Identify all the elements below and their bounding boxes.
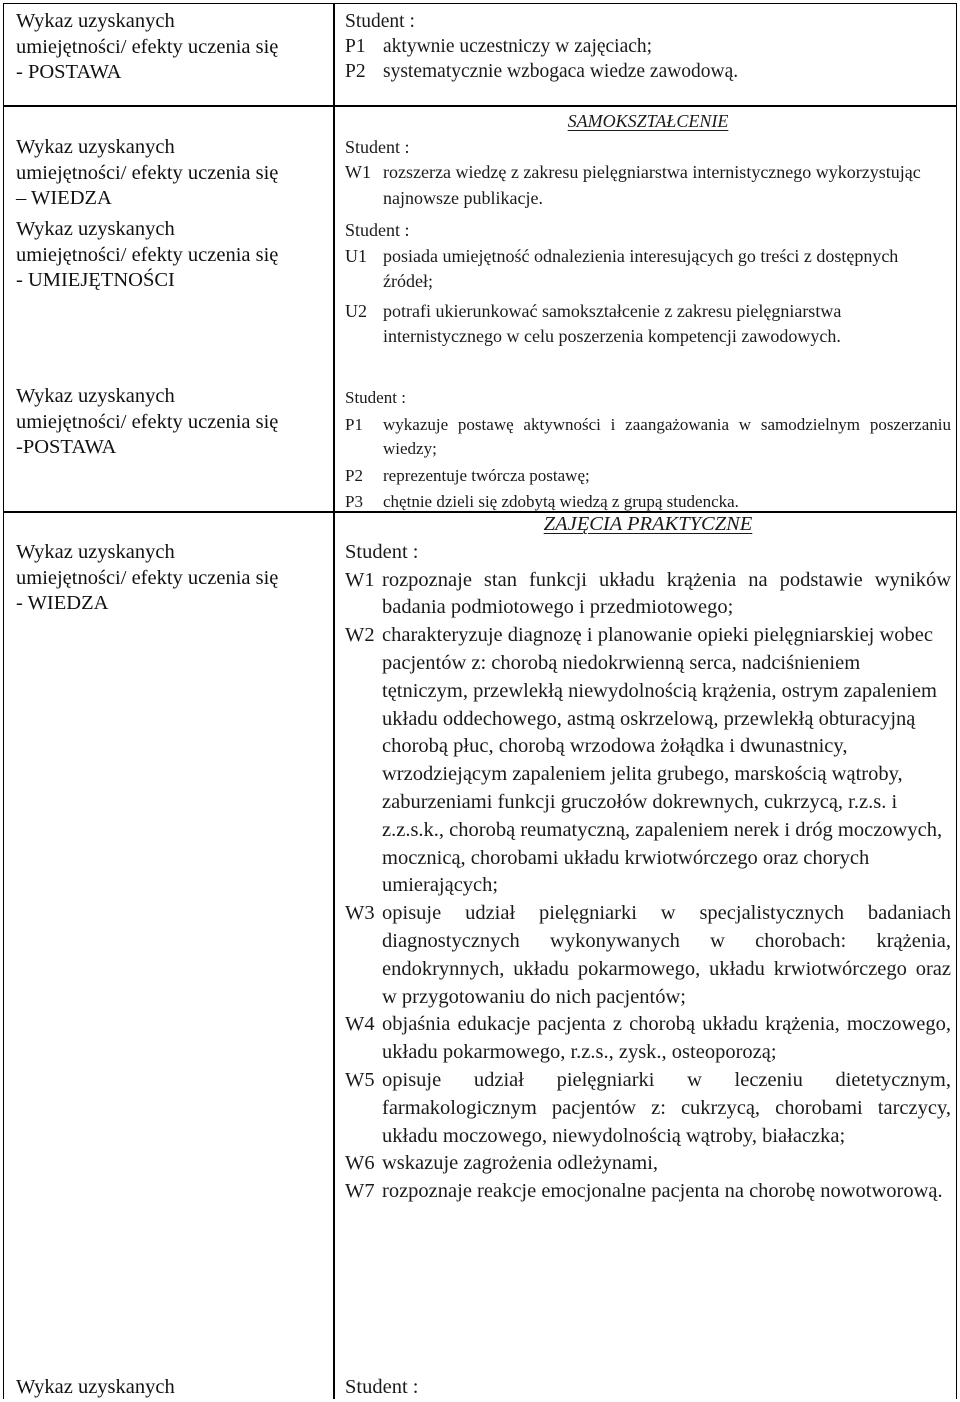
list-item [345,244,951,295]
item-code: P2 [345,61,366,82]
item-code: W1 [345,162,371,182]
label-line: umiejętności/ efekty uczenia się [16,161,279,184]
section-heading: ZAJĘCIA PRAKTYCZNE [543,513,753,535]
list-item [345,567,951,623]
label-line: Wykaz uzyskanych [16,385,175,407]
list-item [345,1011,951,1067]
section-postawa-general [345,9,951,84]
item-code: W5 [345,1068,375,1091]
outcomes-table [3,3,957,1399]
student-heading: Student : [345,388,406,407]
item-text: wykazuje postawę aktywności i zaangażowania w samodzielnym poszerzaniu wiedzy; [383,414,951,458]
student-heading: Student : [345,540,419,563]
item-code: W4 [345,1013,375,1036]
item-text: rozszerza wiedzę z zakresu pielęgniarstwa internistycznego wykorzystując najnowsze publikacje. [383,162,921,208]
label-line: Wykaz uzyskanych [16,218,175,240]
list-item [345,413,951,462]
item-text: wskazuje zagrożenia odleżynami, [382,1152,659,1175]
item-code: W1 [345,568,375,591]
item-text: objaśnia edukacje pacjenta z chorobą układu krążenia, moczowego, układu pokarmowego, r.z.s., zysk., osteoporozą; [382,1013,951,1064]
list-item [345,59,951,84]
item-text: posiada umiejętność odnalezienia interesujących go treści z dostępnych źródeł; [383,245,899,291]
item-code: U1 [345,245,367,266]
item-text: charakteryzuje diagnozę i planowanie opieki pielęgniarskiej wobec pacjentów z: chorobą niedokrwienną serca, nadciśnieniem tętniczym, przewlekłą niewydolnością krążenia, ostrym zapaleniem układu oddechowego, astmą oskrzelową, przewlekłą obturacyjną chorobą płuc, chorobą wrzodowa żołądka i dwunastnicy, wrzodziejącym zapaleniem jelita grubego, marskością wątroby, zaburzeniami funkcji gruczołów dokrewnych, cukrzycą, r.z.s. i z.z.s.k., chorobą reumatyczną, zapaleniem nerek i dróg moczowych, mocznicą, chorobami układu krwiotwórczego oraz chorych umierających; [382,624,943,897]
list-item [345,299,951,350]
item-code: P1 [345,414,363,434]
student-heading: Student : [345,11,415,32]
item-text: rozpoznaje reakcje emocjonalne pacjenta na chorobę nowotworową. [382,1180,943,1203]
label-line: Wykaz uzyskanych [16,10,175,32]
list-item [345,34,951,59]
item-text: opisuje udział pielęgniarki w specjalistycznych badaniach diagnostycznych wykonywanych w chorobach: krążenia, endokrynnych, układu pokarmowego, układu krwiotwórczego oraz w przygotowaniu do nich pacjentów; [382,902,951,1008]
label-line: umiejętności/ efekty uczenia się [16,35,279,58]
section-samoksztalcenie-wiedza [345,109,951,211]
item-code: W6 [345,1152,375,1175]
label-line: umiejętności/ efekty uczenia się [16,566,279,589]
list-item [345,1067,951,1150]
item-text: chętnie dzieli się zdobytą wiedzą z grupą studencka. [383,492,739,511]
label-line: umiejętności/ efekty uczenia się [16,243,279,266]
section-next [345,1374,951,1402]
row-label-postawa [16,384,326,461]
item-code: P2 [345,465,363,485]
label-line: - POSTAWA [16,61,122,83]
list-item [345,1178,951,1206]
item-text: opisuje udział pielęgniarki w leczeniu dietetycznym, farmakologicznym pacjentów z: cukrzycą, chorobami tarczycy, układu moczowego, niewydolnością wątroby, białaczka; [382,1068,951,1147]
row-label-next [16,1375,326,1401]
student-heading: Student : [345,136,410,157]
label-line: Wykaz uzyskanych [16,1376,175,1398]
label-line: Wykaz uzyskanych [16,541,175,563]
label-line: -POSTAWA [16,436,117,458]
section-samoksztalcenie-umiejetnosci [345,218,951,350]
list-item [345,900,951,1011]
label-line: - WIEDZA [16,592,109,614]
list-item [345,622,951,900]
item-text: systematycznie wzbogaca wiedze zawodową. [383,61,739,82]
student-heading: Student : [345,220,410,240]
label-line: - UMIEJĘTNOŚCI [16,269,175,291]
row-label-postawa [16,9,326,86]
label-line: Wykaz uzyskanych [16,136,175,158]
item-code: W7 [345,1180,375,1203]
label-line: – WIEDZA [16,187,112,209]
section-zajecia-praktyczne-wiedza [345,511,951,1206]
item-text: aktywnie uczestniczy w zajęciach; [383,36,653,57]
row-label-umiejetnosci [16,217,326,294]
item-code: P1 [345,36,366,57]
row-divider [4,105,956,107]
row-label-wiedza [16,540,326,617]
item-code: W3 [345,902,375,925]
item-code: U2 [345,300,367,321]
list-item [345,1150,951,1178]
row-label-wiedza [16,135,326,212]
student-heading: Student : [345,1376,419,1398]
item-text: potrafi ukierunkować samokształcenie z zakresu pielęgniarstwa internistycznego w celu poszerzenia kompetencji zawodowych. [383,300,842,346]
section-samoksztalcenie-postawa [345,386,951,515]
section-heading: SAMOKSZTAŁCENIE [567,111,729,131]
label-line: umiejętności/ efekty uczenia się [16,410,279,433]
list-item [345,160,951,211]
list-item [345,464,951,489]
item-text: reprezentuje twórcza postawę; [383,465,590,485]
item-code: W2 [345,624,375,647]
item-text: rozpoznaje stan funkcji układu krążenia na podstawie wyników badania podmiotowego i przedmiotowego; [382,568,951,619]
column-divider [333,4,335,1399]
item-code: P3 [345,492,363,511]
